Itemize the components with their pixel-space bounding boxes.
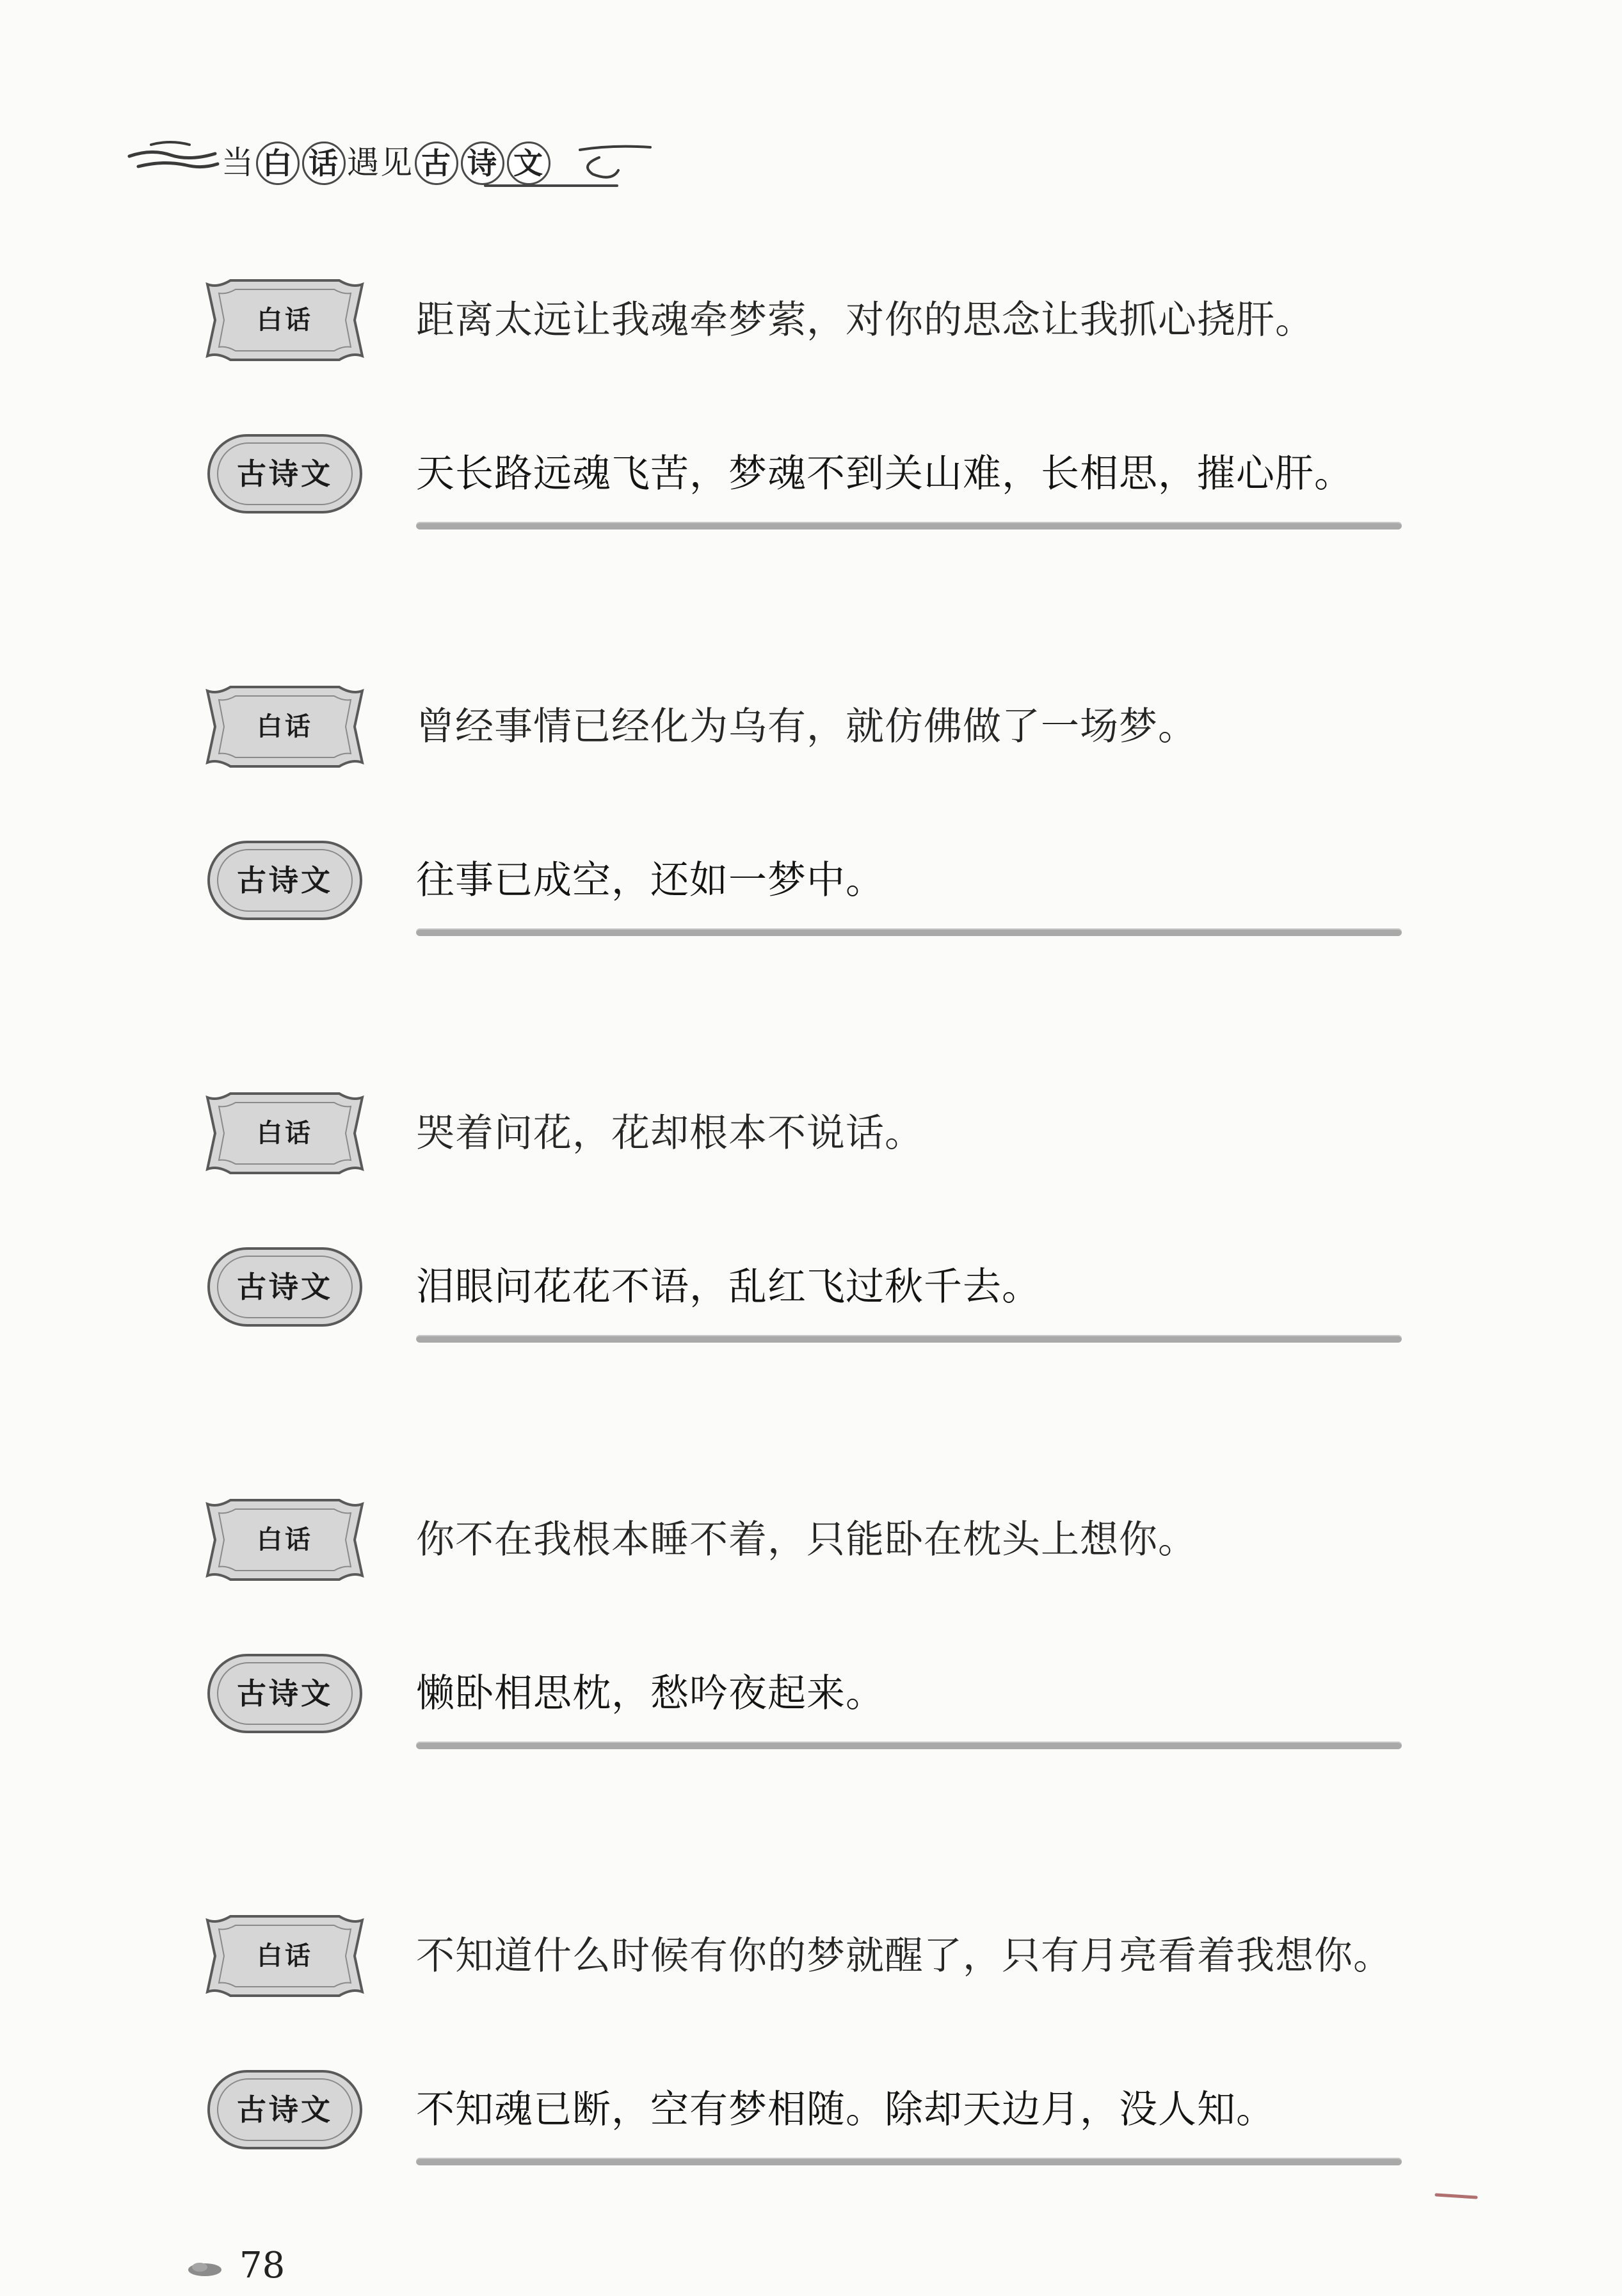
gushiwen-badge bbox=[205, 836, 365, 925]
running-header bbox=[125, 125, 650, 196]
gushiwen-row bbox=[205, 2065, 1421, 2155]
baihua-text: 你不在我根本睡不着，只能卧在枕头上想你。 bbox=[416, 1517, 1197, 1562]
page-number: 78 bbox=[239, 2245, 285, 2286]
baihua-text: 不知道什么时候有你的梦就醒了，只有月亮看着我想你。 bbox=[416, 1934, 1392, 1978]
sentence-pair bbox=[205, 1495, 1421, 1764]
baihua-badge bbox=[205, 1911, 365, 2001]
header-char: 见 bbox=[380, 144, 414, 181]
gushiwen-label: 古诗文 bbox=[237, 1676, 333, 1711]
header-char: 遇 bbox=[347, 144, 380, 181]
header-highlight-char: 古 bbox=[415, 141, 458, 185]
baihua-badge bbox=[205, 1495, 365, 1585]
gushiwen-text: 往事已成空，还如一梦中。 bbox=[416, 858, 885, 903]
gushiwen-label: 古诗文 bbox=[237, 1270, 333, 1304]
gushiwen-row bbox=[205, 836, 1421, 925]
baihua-text: 曾经事情已经化为乌有，就仿佛做了一场梦。 bbox=[416, 704, 1197, 749]
baihua-badge bbox=[205, 1088, 365, 1178]
baihua-row bbox=[205, 1495, 1421, 1585]
gushiwen-text: 泪眼问花花不语，乱红飞过秋千去。 bbox=[416, 1265, 1041, 1309]
cloud-footer-icon bbox=[186, 2260, 224, 2279]
divider-line bbox=[416, 2158, 1402, 2165]
gushiwen-label: 古诗文 bbox=[237, 863, 333, 898]
header-highlight-char: 话 bbox=[302, 141, 346, 185]
header-char: 当 bbox=[221, 144, 255, 181]
gushiwen-text: 天长路远魂飞苦，梦魂不到关山难，长相思，摧心肝。 bbox=[416, 451, 1353, 496]
sentence-pair bbox=[205, 1911, 1421, 2180]
gushiwen-badge bbox=[205, 1649, 365, 1738]
header-highlight-char: 白 bbox=[256, 141, 300, 185]
baihua-text: 距离太远让我魂牵梦萦，对你的思念让我抓心挠肝。 bbox=[416, 298, 1314, 343]
gushiwen-badge bbox=[205, 1242, 365, 1332]
gushiwen-text: 不知魂已断，空有梦相随。除却天边月，没人知。 bbox=[416, 2087, 1275, 2132]
header-title bbox=[221, 137, 552, 185]
gushiwen-badge bbox=[205, 2065, 365, 2155]
baihua-badge bbox=[205, 682, 365, 772]
header-highlight-char: 文 bbox=[507, 141, 550, 185]
divider-line bbox=[416, 1742, 1402, 1749]
gushiwen-label: 古诗文 bbox=[237, 2092, 333, 2127]
baihua-label: 白话 bbox=[257, 712, 313, 741]
baihua-row bbox=[205, 1911, 1421, 2001]
baihua-row bbox=[205, 275, 1421, 365]
gushiwen-row bbox=[205, 429, 1421, 519]
gushiwen-row bbox=[205, 1242, 1421, 1332]
gushiwen-badge bbox=[205, 429, 365, 519]
baihua-label: 白话 bbox=[257, 1941, 313, 1971]
header-underline bbox=[484, 184, 618, 187]
baihua-label: 白话 bbox=[257, 305, 313, 335]
gushiwen-label: 古诗文 bbox=[237, 457, 333, 491]
corner-mark-icon bbox=[1434, 2190, 1479, 2205]
sentence-pair bbox=[205, 682, 1421, 951]
divider-line bbox=[416, 928, 1402, 936]
baihua-row bbox=[205, 1088, 1421, 1178]
baihua-label: 白话 bbox=[257, 1119, 313, 1148]
baihua-row bbox=[205, 682, 1421, 772]
baihua-text: 哭着问花，花却根本不说话。 bbox=[416, 1111, 924, 1156]
gushiwen-text: 懒卧相思枕，愁吟夜起来。 bbox=[416, 1671, 885, 1716]
sentence-pair bbox=[205, 1088, 1421, 1357]
cloud-ornament-icon bbox=[125, 125, 221, 196]
gushiwen-row bbox=[205, 1649, 1421, 1738]
divider-line bbox=[416, 522, 1402, 530]
baihua-label: 白话 bbox=[257, 1525, 313, 1555]
divider-line bbox=[416, 1335, 1402, 1343]
sentence-pair bbox=[205, 275, 1421, 544]
header-highlight-char: 诗 bbox=[461, 141, 504, 185]
baihua-badge bbox=[205, 275, 365, 365]
